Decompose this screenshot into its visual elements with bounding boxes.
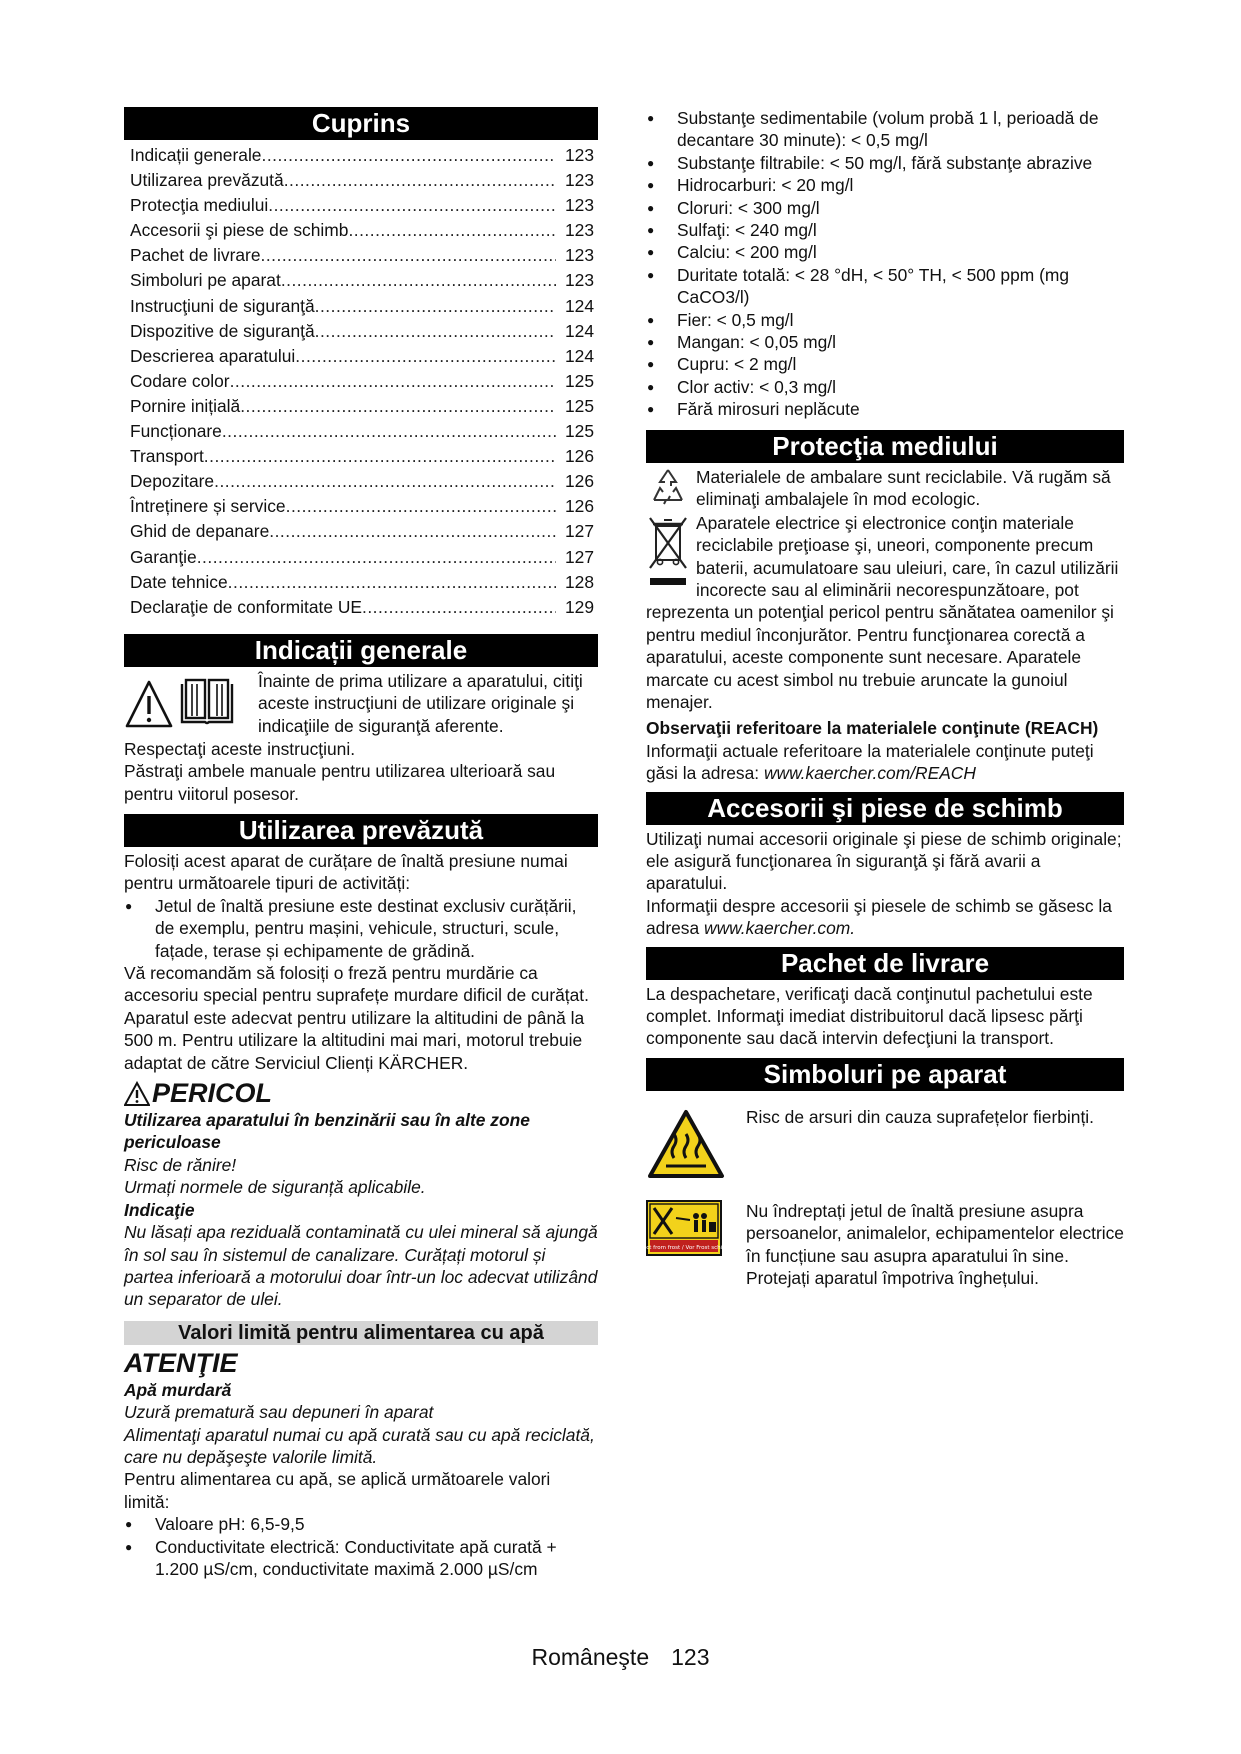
intended-p2: Vă recomandăm să folosiți o freză pentru murdărie ca accesoriu special pentru suprafețe murdare dificil de curățat. (124, 963, 589, 1006)
accessories-link[interactable]: www.kaercher.com. (704, 918, 856, 939)
toc-entry[interactable]: Ghid de depanare ..... 127 (124, 519, 598, 544)
toc-entry[interactable]: Declaraţie de conformitate UE ..... 129 (124, 595, 598, 620)
jet-warning-text-block (746, 1200, 1124, 1290)
list-item: ● Calciu: < 200 mg/l (646, 241, 1124, 263)
toc-entry[interactable]: Depozitare ..... 126 (124, 469, 598, 494)
toc-entry[interactable]: Protecţia mediului ..... 123 (124, 193, 598, 218)
general-p2: Păstraţi ambele manuale pentru utilizarea ulterioară sau pentru viitorul posesor. (124, 761, 556, 804)
intended-bullets (124, 895, 598, 962)
hot-surface-icon (646, 1106, 736, 1186)
water-heading: Valori limită pentru alimentarea cu apă (124, 1321, 598, 1345)
recycling-icon (646, 466, 696, 512)
list-item: ● Duritate totală: < 28 °dH, < 50° TH, < 500 ppm (mg CaCO3/l) (646, 264, 1124, 309)
delivery-p1: La despachetare, verificaţi dacă conţinutul pachetului este complet. Informaţi imediat distribuitorul dacă lipsesc părţi componente sau dacă intervin defecţiuni la transport. (646, 983, 1093, 1049)
danger-risk: Risc de rănire! (124, 1154, 237, 1175)
danger-action: Urmați normele de siguranță aplicabile. (124, 1177, 426, 1198)
list-item: ● Valoare pH: 6,5-9,5 (124, 1513, 598, 1535)
right-column (646, 107, 1124, 1289)
toc-entry[interactable]: Utilizarea prevăzută ..... 123 (124, 168, 598, 193)
list-item: ● Jetul de înaltă presiune este destinat exclusiv curățării, de exemplu, pentru mașini, vehicule, structuri, scule, fațade, terase și echipamente de grădină. (124, 895, 598, 962)
toc-entry[interactable]: Descrierea aparatului ..... 124 (124, 344, 598, 369)
list-item: ● Cupru: < 2 mg/l (646, 353, 1124, 375)
caution-label: ATENŢIE (124, 1347, 238, 1378)
reach-paragraph: Informaţii actuale referitoare la materialele conţinute puteţi găsi la adresa: www.kaercher.com/REACH (646, 740, 1094, 784)
danger-note-text: Nu lăsați apa reziduală contaminată cu ulei mineral să ajungă în sol sau în sistemul de canalizare. Curățați motorul și partea inferioară a motorului doar într-un loc adecvat utilizând un separator de ulei. (124, 1222, 598, 1310)
toc-entry[interactable]: Transport ..... 126 (124, 444, 598, 469)
toc-entry[interactable]: Întreținere și service ..... 126 (124, 494, 598, 519)
footer-language: Româneşte (531, 1644, 650, 1670)
page-footer (0, 1644, 1241, 1671)
list-item: ● Fără mirosuri neplăcute (646, 398, 1124, 420)
list-item: ● Mangan: < 0,05 mg/l (646, 331, 1124, 353)
environment-heading: Protecţia mediului (646, 430, 1124, 463)
reach-title: Observaţii referitoare la materialele conţinute (REACH) (646, 718, 1099, 739)
reach-link[interactable]: www.kaercher.com/REACH (763, 763, 976, 784)
toc-entry[interactable]: Simboluri pe aparat ..... 123 (124, 268, 598, 293)
water-intro: Pentru alimentarea cu apă, se aplică următoarele valori limită: (124, 1469, 551, 1512)
water-bullets-right (646, 107, 1124, 421)
warning-triangle-icon (124, 678, 174, 738)
toc-entry[interactable]: Garanţie ..... 127 (124, 545, 598, 570)
list-item: ● Clor activ: < 0,3 mg/l (646, 376, 1124, 398)
hot-surface-row (646, 1106, 1124, 1186)
toc-entry[interactable]: Codare color ..... 125 (124, 369, 598, 394)
toc-list (124, 143, 598, 620)
toc-entry[interactable]: Instrucţiuni de siguranţă ..... 124 (124, 294, 598, 319)
list-item: ● Substanţe sedimentabile (volum probă 1 l, perioadă de decantare 30 minute): < 0,5 mg/l (646, 107, 1124, 152)
water-bullets-left (124, 1513, 598, 1580)
list-item: ● Conductivitate electrică: Conductivitate apă curată + 1.200 µS/cm, conductivitate maximă 2.000 µS/cm (124, 1536, 598, 1581)
toc-entry[interactable]: Pornire inițială ..... 125 (124, 394, 598, 419)
caution-subtitle: Apă murdară (124, 1379, 232, 1400)
accessories-p2-para: Informaţii despre accesorii şi piesele de schimb se găsesc la adresa www.kaercher.com. (646, 895, 1112, 939)
warning-triangle-icon (124, 1081, 150, 1107)
crossed-bin-icon (646, 512, 696, 600)
list-item: ● Fier: < 0,5 mg/l (646, 309, 1124, 331)
toc-entry[interactable]: Pachet de livrare ..... 123 (124, 243, 598, 268)
list-item: ● Hidrocarburi: < 20 mg/l (646, 174, 1124, 196)
general-p1: Respectaţi aceste instrucţiuni. (124, 738, 356, 759)
frost-text: Protejați aparatul împotriva înghețului. (746, 1268, 1039, 1289)
symbols-heading: Simboluri pe aparat (646, 1058, 1124, 1091)
toc-entry[interactable]: Funcționare ..... 125 (124, 419, 598, 444)
jet-warning-row (646, 1200, 1124, 1290)
toc-entry[interactable]: Dispozitive de siguranţă ..... 124 (124, 319, 598, 344)
page-number: 123 (671, 1644, 710, 1670)
intended-heading: Utilizarea prevăzută (124, 814, 598, 847)
caution-risk: Uzură prematură sau depuneri în aparat (124, 1402, 434, 1423)
accessories-heading: Accesorii şi piese de schimb (646, 792, 1124, 825)
toc-heading: Cuprins (124, 107, 598, 140)
caution-action: Alimentaţi aparatul numai cu apă curată sau cu apă reciclată, care nu depăşeşte valorile limită. (124, 1424, 595, 1467)
toc-entry[interactable]: Indicații generale ..... 123 (124, 143, 598, 168)
general-intro-block (124, 670, 598, 738)
no-jet-frost-sticker-icon (646, 1200, 736, 1270)
accessories-p1: Utilizaţi numai accesorii originale şi piese de schimb originale; ele asigură funcţionarea în siguranţă şi fără avarii a aparatului. (646, 828, 1122, 894)
manual-book-icon (178, 676, 238, 736)
recycling-block (646, 466, 1124, 512)
general-intro: Înainte de prima utilizare a aparatului, citiţi aceste instrucţiuni de utilizare originale şi indicaţiile de siguranţă aferente. (258, 670, 583, 736)
jet-warning-text: Nu îndreptați jetul de înaltă presiune asupra persoanelor, animalelor, echipamentelor electrice în funcțiune sau asupra aparatului în sine. (746, 1200, 1124, 1266)
danger-note-label: Indicaţie (124, 1199, 195, 1220)
weee-block (646, 512, 1124, 714)
delivery-heading: Pachet de livrare (646, 947, 1124, 980)
danger-label: PERICOL (152, 1078, 273, 1109)
environment-p2: Aparatele electrice şi electronice conţin materiale reciclabile preţioase şi, uneori, componente precum baterii, acumulatoare sau uleiuri, care, în cazul utilizării incorecte sau al eliminării necorespunzătoare, pot reprezenta un potenţial pericol pentru sănătatea oamenilor şi pentru mediul înconjurător. Pentru funcţionarea corectă a aparatului, aceste componente sunt necesare. Aparatele marcate cu acest simbol nu trebuie aruncate la gunoiul menajer. (646, 512, 1119, 712)
list-item: ● Substanţe filtrabile: < 50 mg/l, fără substanţe abrazive (646, 152, 1124, 174)
left-column (124, 107, 598, 1580)
intended-p1: Folosiți acest aparat de curățare de înaltă presiune numai pentru următoarele tipuri de activități: (124, 851, 568, 894)
environment-p1: Materialele de ambalare sunt reciclabile. Vă rugăm să eliminaţi ambalajele în mod ecologic. (696, 466, 1111, 510)
hot-surface-text: Risc de arsuri din cauza suprafețelor fierbinți. (746, 1106, 1094, 1127)
intended-p3: Aparatul este adecvat pentru utilizare la altitudini de până la 500 m. Pentru utilizare la altitudini mai mari, motorul trebuie adaptat de către Serviciul Clienți KÄRCHER. (124, 1007, 585, 1073)
toc-entry[interactable]: Accesorii şi piese de schimb ..... 123 (124, 218, 598, 243)
toc-entry[interactable]: Date tehnice ..... 128 (124, 570, 598, 595)
list-item: ● Cloruri: < 300 mg/l (646, 197, 1124, 219)
list-item: ● Sulfaţi: < 240 mg/l (646, 219, 1124, 241)
danger-subtitle: Utilizarea aparatului în benzinării sau în alte zone periculoase (124, 1110, 530, 1153)
danger-heading (124, 1078, 598, 1109)
svg-text:Protect from frost / Vor Frost: ct from frost / Vor Frost sch (646, 1244, 721, 1251)
general-heading: Indicații generale (124, 634, 598, 667)
